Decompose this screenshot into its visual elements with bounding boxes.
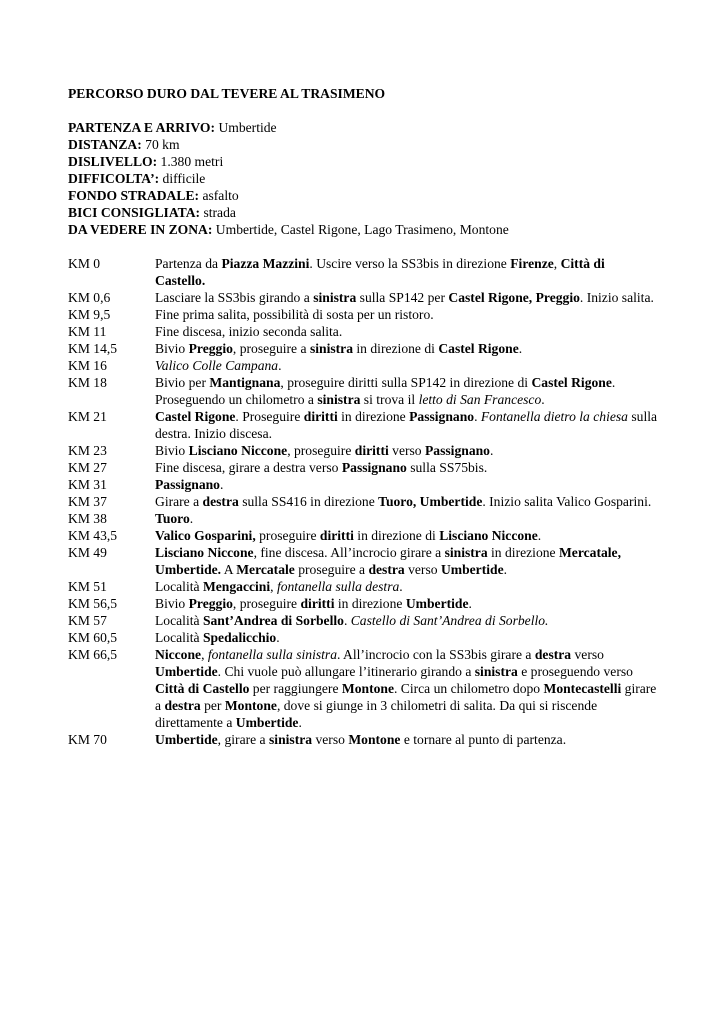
route-description [155,255,658,289]
route-text: Firenze [510,256,554,271]
route-text: diritti [319,528,354,543]
route-text: . [541,392,545,407]
route-row [68,544,658,578]
route-description [155,731,658,748]
route-km: KM 23 [68,443,107,458]
info-value: 1.380 metri [157,154,224,169]
route-text: Preggio [188,341,233,356]
route-text: Passignano [155,477,220,492]
route-text: Fontanella dietro la chiesa [480,409,628,424]
route-text: Montone [224,698,277,713]
route-text: Preggio [188,596,233,611]
route-text: , [553,256,561,271]
route-km: KM 18 [68,375,107,390]
route-text: in direzione di [353,341,439,356]
route-description [155,323,658,340]
route-text: . [468,596,472,611]
route-text: Montone [348,732,401,747]
route-text: . [537,528,542,543]
route-description [155,629,658,646]
route-text: Castel Rigone [438,341,519,356]
route-text: proseguire [255,528,320,543]
route-text: verso [388,443,425,458]
route-row [68,408,658,442]
route-text: Valico Gosparini, [155,528,256,543]
route-km: KM 21 [68,409,107,424]
route-km: KM 60,5 [68,630,118,645]
info-row [68,153,658,170]
route-text: fontanella sulla destra [276,579,400,594]
route-row [68,731,658,748]
route-text: in direzione [337,409,410,424]
route-text: . Proseguendo un chilometro a [155,375,616,407]
route-km: KM 31 [68,477,107,492]
route-text: Mercatale [236,562,295,577]
route-text: , proseguire [232,596,301,611]
route-text: verso [404,562,441,577]
route-text: Passignano [425,443,490,458]
route-text: Niccone [155,647,202,662]
route-row [68,493,658,510]
route-km: KM 66,5 [68,647,118,662]
route-description [155,340,658,357]
route-text: per raggiungere [249,681,342,696]
route-row [68,510,658,527]
route-text: A [221,562,237,577]
route-row [68,476,658,493]
route-km: KM 57 [68,613,107,628]
info-row [68,221,658,238]
route-text: Bivio per [155,375,210,390]
route-text: Località [155,579,203,594]
route-km: KM 70 [68,732,107,747]
route-row [68,289,658,306]
route-text: , girare a [217,732,269,747]
info-label: FONDO STRADALE: [68,188,200,203]
route-text: Castel Rigone [531,375,612,390]
route-text: Tuoro, Umbertide [378,494,483,509]
route-text: . Inizio salita. [579,290,654,305]
route-description [155,459,658,476]
route-row [68,612,658,629]
route-km: KM 37 [68,494,107,509]
route-text: Città di Castello [155,681,250,696]
info-row [68,119,658,136]
route-text: Mantignana [209,375,281,390]
route-row [68,306,658,323]
route-text: . Proseguire [235,409,304,424]
route-text: Umbertide [235,715,299,730]
route-text: si trova il [360,392,419,407]
route-text: Partenza da [155,256,222,271]
route-km: KM 16 [68,358,107,373]
route-text: Fine discesa, inizio seconda salita. [155,324,343,339]
route-text: sulla SS75bis. [406,460,488,475]
route-km: KM 14,5 [68,341,118,356]
route-text: destra [164,698,201,713]
route-km: KM 56,5 [68,596,118,611]
route-text: diritti [300,596,335,611]
route-row [68,578,658,595]
route-text: Umbertide [440,562,504,577]
route-text: . All’incrocio con la SS3bis girare a [337,647,535,662]
route-description [155,357,658,374]
info-label: BICI CONSIGLIATA: [68,205,201,220]
route-text: sulla SP142 per [356,290,449,305]
route-text: . Uscire verso la SS3bis in direzione [309,256,511,271]
route-text: Umbertide [155,732,218,747]
route-row [68,629,658,646]
route-text: in direzione [487,545,559,560]
info-value: Umbertide, Castel Rigone, Lago Trasimeno, Montone [212,222,509,237]
info-row [68,170,658,187]
route-text: Mengaccini [202,579,271,594]
route-description [155,527,658,544]
route-text: Castello di Sant’Andrea di Sorbello. [350,613,549,628]
route-text: , proseguire a [232,341,310,356]
route-text: , proseguire diritti sulla SP142 in direzione di [280,375,532,390]
document-title: PERCORSO DURO DAL TEVERE AL TRASIMENO [68,86,386,101]
route-text: sinistra [313,290,357,305]
route-text: e tornare al punto di partenza. [400,732,567,747]
route-km: KM 49 [68,545,107,560]
info-row [68,187,658,204]
route-text: in direzione di [353,528,440,543]
route-text: verso [312,732,349,747]
route-text: verso [571,647,604,662]
route-description [155,306,658,323]
route-text: Lisciano Niccone [439,528,538,543]
route-text: . [343,613,351,628]
route-text: , [201,647,208,662]
route-text: Montone [341,681,394,696]
route-text: e proseguendo verso [517,664,633,679]
route-text: Umbertide [155,664,218,679]
route-km: KM 0 [68,256,101,271]
route-row [68,357,658,374]
route-text: . [399,579,403,594]
route-text: Località [155,630,203,645]
route-text: , fine discesa. All’incrocio girare a [253,545,445,560]
route-text: , dove si giunge in 3 chilometri di salita. Da qui si riscende direttamente a [155,698,598,730]
route-text: Piazza Mazzini [221,256,310,271]
info-label: PARTENZA E ARRIVO: [68,120,216,135]
route-description [155,578,658,595]
info-row [68,136,658,153]
route-row [68,646,658,731]
route-text: destra [534,647,572,662]
route-text: Sant’Andrea di Sorbello [202,613,344,628]
route-text: Passignano [341,460,407,475]
route-text: . [219,477,224,492]
route-text: in direzione [334,596,406,611]
info-label: DISTANZA: [68,137,142,152]
route-km: KM 27 [68,460,107,475]
route-text: Montecastelli [543,681,622,696]
route-text: Località [155,613,203,628]
route-km: KM 0,6 [68,290,111,305]
route-text: proseguire a [294,562,369,577]
info-value: Umbertide [215,120,277,135]
route-text: sinistra [317,392,361,407]
route-text: girare a [155,681,657,713]
route-info-block [68,119,658,238]
info-value: difficile [159,171,206,186]
route-text: Bivio [155,341,189,356]
info-label: DIFFICOLTA’: [68,171,160,186]
route-text: . [518,341,523,356]
route-row [68,374,658,408]
info-value: 70 km [141,137,180,152]
route-text: sinistra [309,341,353,356]
route-text: Tuoro [155,511,190,526]
route-km: KM 43,5 [68,528,118,543]
route-text: . [276,630,280,645]
route-km: KM 51 [68,579,107,594]
route-text: Passignano [409,409,475,424]
route-description [155,408,658,442]
document-page [68,85,658,748]
route-description [155,442,658,459]
route-text: , [270,579,277,594]
route-text: diritti [303,409,338,424]
route-description [155,612,658,629]
route-text: . [278,358,282,373]
route-text: destra [368,562,405,577]
info-row [68,204,658,221]
route-row [68,340,658,357]
route-text: Valico Colle Campana [155,358,279,373]
route-description [155,544,658,578]
route-text: Spedalicchio [202,630,277,645]
route-text: . Chi vuole può allungare l’itinerario girando a [217,664,475,679]
route-text: Città di Castello. [155,256,605,288]
route-text: letto di San Francesco [418,392,542,407]
route-km: KM 11 [68,324,107,339]
route-text: sinistra [269,732,313,747]
route-text: Bivio [155,596,189,611]
route-text: destra [202,494,239,509]
route-text: . [298,715,302,730]
route-text: sulla destra. Inizio discesa. [155,409,658,441]
route-table [68,255,658,748]
route-description [155,289,658,306]
info-label: DA VEDERE IN ZONA: [68,222,213,237]
route-text: . Circa un chilometro dopo [393,681,544,696]
route-text: Girare a [155,494,203,509]
route-text: Mercatale, Umbertide. [155,545,621,577]
route-text: sinistra [474,664,518,679]
route-description [155,476,658,493]
route-row [68,255,658,289]
route-text: Lisciano Niccone [155,545,254,560]
route-row [68,323,658,340]
route-km: KM 38 [68,511,107,526]
route-text: . [503,562,508,577]
route-description [155,646,658,731]
route-row [68,442,658,459]
route-text: per [200,698,225,713]
route-text: Lisciano Niccone [188,443,288,458]
route-text: Fine prima salita, possibilità di sosta per un ristoro. [155,307,434,322]
route-description [155,595,658,612]
route-description [155,374,658,408]
route-text: fontanella sulla sinistra [207,647,338,662]
route-text: , proseguire [287,443,355,458]
route-text: Fine discesa, girare a destra verso [155,460,342,475]
info-value: asfalto [199,188,239,203]
route-row [68,595,658,612]
info-value: strada [200,205,236,220]
route-km: KM 9,5 [68,307,111,322]
route-text: sinistra [444,545,488,560]
route-text: Umbertide [405,596,469,611]
route-text: . Inizio salita Valico Gosparini. [482,494,652,509]
route-text: Castel Rigone, Preggio [448,290,580,305]
route-row [68,527,658,544]
route-text: Bivio [155,443,189,458]
route-description [155,510,658,527]
route-text: sulla SS416 in direzione [238,494,379,509]
route-text: . [474,409,481,424]
route-text: . [489,443,494,458]
route-row [68,459,658,476]
info-label: DISLIVELLO: [68,154,158,169]
route-text: . [189,511,194,526]
route-text: Lasciare la SS3bis girando a [155,290,314,305]
route-text: Castel Rigone [155,409,236,424]
route-description [155,493,658,510]
route-text: diritti [354,443,389,458]
